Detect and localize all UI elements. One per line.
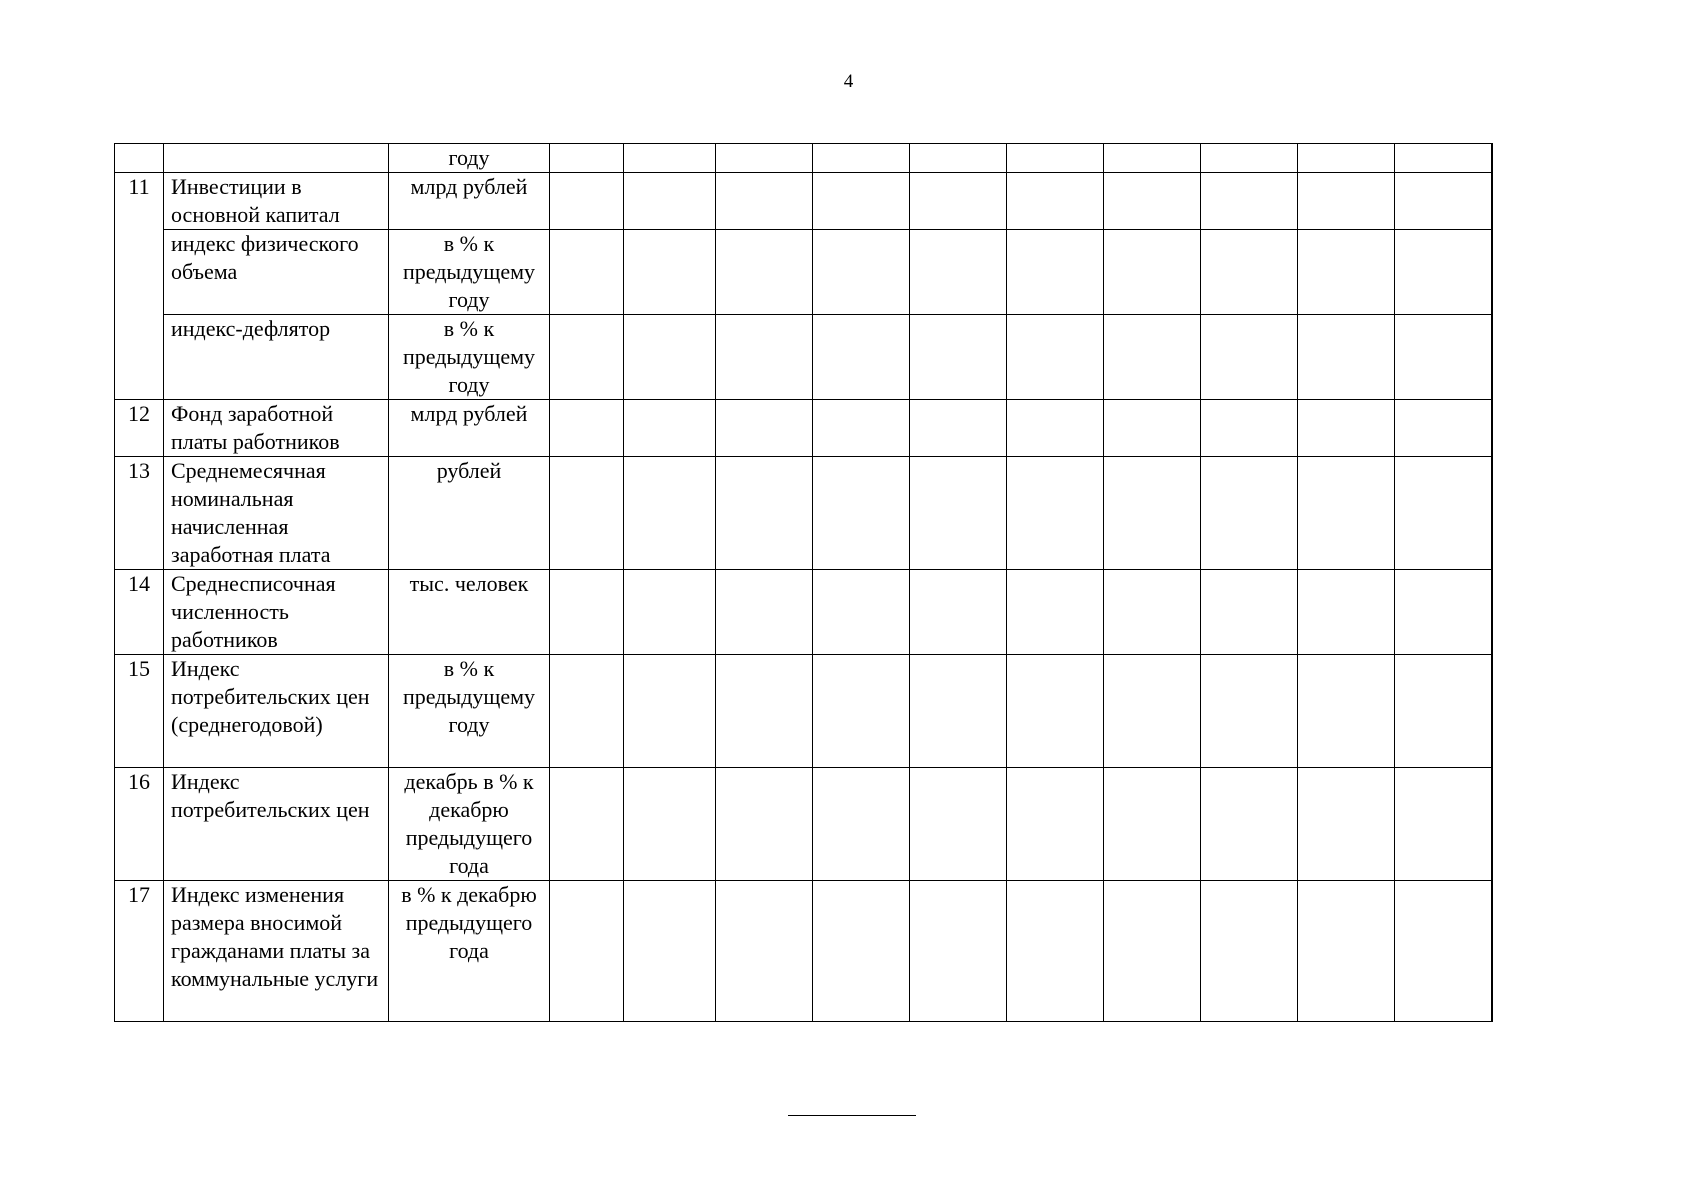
unit-cell: году	[389, 144, 550, 173]
value-cell	[1492, 144, 1493, 173]
value-cell	[1395, 570, 1492, 655]
value-cell	[716, 457, 813, 570]
value-cell	[910, 400, 1007, 457]
value-cell	[1492, 570, 1493, 655]
value-cell	[910, 173, 1007, 230]
value-cell	[550, 315, 624, 400]
value-cell	[1492, 400, 1493, 457]
value-cell	[1007, 570, 1104, 655]
value-cell	[1492, 173, 1493, 230]
indicator-name-cell	[164, 144, 389, 173]
value-cell	[910, 768, 1007, 881]
value-cell	[1104, 457, 1201, 570]
indicator-name-cell: индекс-дефлятор	[164, 315, 389, 400]
value-cell	[1007, 230, 1104, 315]
value-cell	[550, 881, 624, 1022]
value-cell	[1007, 655, 1104, 768]
value-cell	[1201, 457, 1298, 570]
footer-rule	[788, 1115, 916, 1116]
value-cell	[1395, 315, 1492, 400]
value-cell	[716, 400, 813, 457]
value-cell	[1492, 315, 1493, 400]
indicators-table	[114, 143, 1493, 1022]
value-cell	[910, 315, 1007, 400]
value-cell	[1104, 173, 1201, 230]
table-body	[115, 144, 1493, 1022]
value-cell	[1104, 768, 1201, 881]
value-cell	[716, 173, 813, 230]
table-row	[115, 144, 1493, 173]
value-cell	[1201, 881, 1298, 1022]
value-cell	[1492, 655, 1493, 768]
value-cell	[1007, 315, 1104, 400]
unit-cell: млрд рублей	[389, 400, 550, 457]
value-cell	[550, 230, 624, 315]
value-cell	[1298, 457, 1395, 570]
value-cell	[1395, 881, 1492, 1022]
value-cell	[624, 144, 716, 173]
row-number-cell: 11	[115, 173, 164, 400]
unit-cell: в % к предыдущему году	[389, 655, 550, 768]
table-row	[115, 655, 1493, 768]
value-cell	[813, 881, 910, 1022]
unit-cell: тыс. человек	[389, 570, 550, 655]
value-cell	[813, 173, 910, 230]
value-cell	[1395, 768, 1492, 881]
unit-cell: в % к предыдущему году	[389, 230, 550, 315]
value-cell	[1298, 173, 1395, 230]
value-cell	[716, 570, 813, 655]
unit-cell: рублей	[389, 457, 550, 570]
row-number-cell: 16	[115, 768, 164, 881]
value-cell	[1201, 173, 1298, 230]
value-cell	[1298, 400, 1395, 457]
value-cell	[550, 457, 624, 570]
value-cell	[1007, 457, 1104, 570]
value-cell	[1201, 768, 1298, 881]
value-cell	[716, 144, 813, 173]
value-cell	[910, 457, 1007, 570]
value-cell	[1298, 144, 1395, 173]
value-cell	[813, 230, 910, 315]
value-cell	[813, 768, 910, 881]
value-cell	[716, 230, 813, 315]
unit-cell: в % к предыдущему году	[389, 315, 550, 400]
value-cell	[1395, 655, 1492, 768]
value-cell	[1104, 570, 1201, 655]
indicator-name-cell: Индекс потребительских цен (среднегодовой)	[164, 655, 389, 768]
value-cell	[1492, 457, 1493, 570]
value-cell	[813, 144, 910, 173]
value-cell	[550, 173, 624, 230]
value-cell	[813, 457, 910, 570]
value-cell	[1201, 655, 1298, 768]
value-cell	[550, 144, 624, 173]
table-row	[115, 173, 1493, 230]
unit-cell: млрд рублей	[389, 173, 550, 230]
value-cell	[1201, 230, 1298, 315]
value-cell	[1395, 230, 1492, 315]
value-cell	[910, 230, 1007, 315]
indicator-name-cell: Среднесписочная численность работников	[164, 570, 389, 655]
value-cell	[1298, 315, 1395, 400]
table-row	[115, 230, 1493, 315]
table-row	[115, 315, 1493, 400]
value-cell	[1395, 457, 1492, 570]
row-number-cell: 13	[115, 457, 164, 570]
value-cell	[716, 768, 813, 881]
value-cell	[910, 655, 1007, 768]
indicator-name-cell: Инвестиции в основной капитал	[164, 173, 389, 230]
indicator-name-cell: Индекс изменения размера вносимой гражданами платы за коммунальные услуги	[164, 881, 389, 1022]
value-cell	[1104, 315, 1201, 400]
value-cell	[1492, 881, 1493, 1022]
value-cell	[1395, 400, 1492, 457]
value-cell	[624, 570, 716, 655]
value-cell	[550, 655, 624, 768]
value-cell	[1201, 144, 1298, 173]
indicator-name-cell: Индекс потребительских цен	[164, 768, 389, 881]
value-cell	[1298, 230, 1395, 315]
value-cell	[1104, 400, 1201, 457]
table-row	[115, 768, 1493, 881]
value-cell	[1007, 768, 1104, 881]
value-cell	[1492, 768, 1493, 881]
table-row	[115, 570, 1493, 655]
value-cell	[1298, 768, 1395, 881]
table-row	[115, 457, 1493, 570]
value-cell	[624, 881, 716, 1022]
value-cell	[1007, 881, 1104, 1022]
row-number-cell	[115, 144, 164, 173]
value-cell	[1201, 315, 1298, 400]
value-cell	[716, 655, 813, 768]
value-cell	[1104, 881, 1201, 1022]
row-number-cell: 17	[115, 881, 164, 1022]
value-cell	[813, 315, 910, 400]
value-cell	[1298, 570, 1395, 655]
value-cell	[624, 768, 716, 881]
indicator-name-cell: Среднемесячная номинальная начисленная заработная плата	[164, 457, 389, 570]
value-cell	[550, 570, 624, 655]
value-cell	[1298, 655, 1395, 768]
value-cell	[1007, 173, 1104, 230]
indicator-name-cell: Фонд заработной платы работников	[164, 400, 389, 457]
row-number-cell: 12	[115, 400, 164, 457]
value-cell	[910, 881, 1007, 1022]
value-cell	[624, 457, 716, 570]
value-cell	[550, 768, 624, 881]
value-cell	[1201, 570, 1298, 655]
value-cell	[1104, 655, 1201, 768]
value-cell	[624, 230, 716, 315]
value-cell	[813, 655, 910, 768]
value-cell	[624, 315, 716, 400]
value-cell	[1298, 881, 1395, 1022]
value-cell	[910, 144, 1007, 173]
value-cell	[1104, 144, 1201, 173]
table-row	[115, 881, 1493, 1022]
value-cell	[624, 400, 716, 457]
unit-cell: в % к декабрю предыдущего года	[389, 881, 550, 1022]
value-cell	[1007, 144, 1104, 173]
table-row	[115, 400, 1493, 457]
indicator-name-cell: индекс физического объема	[164, 230, 389, 315]
value-cell	[1104, 230, 1201, 315]
page-number: 4	[843, 71, 854, 92]
value-cell	[910, 570, 1007, 655]
value-cell	[624, 173, 716, 230]
value-cell	[813, 400, 910, 457]
value-cell	[716, 881, 813, 1022]
value-cell	[716, 315, 813, 400]
value-cell	[550, 400, 624, 457]
value-cell	[1007, 400, 1104, 457]
value-cell	[813, 570, 910, 655]
value-cell	[1395, 173, 1492, 230]
row-number-cell: 14	[115, 570, 164, 655]
unit-cell: декабрь в % к декабрю предыдущего года	[389, 768, 550, 881]
value-cell	[1201, 400, 1298, 457]
value-cell	[1395, 144, 1492, 173]
value-cell	[624, 655, 716, 768]
value-cell	[1492, 230, 1493, 315]
row-number-cell: 15	[115, 655, 164, 768]
